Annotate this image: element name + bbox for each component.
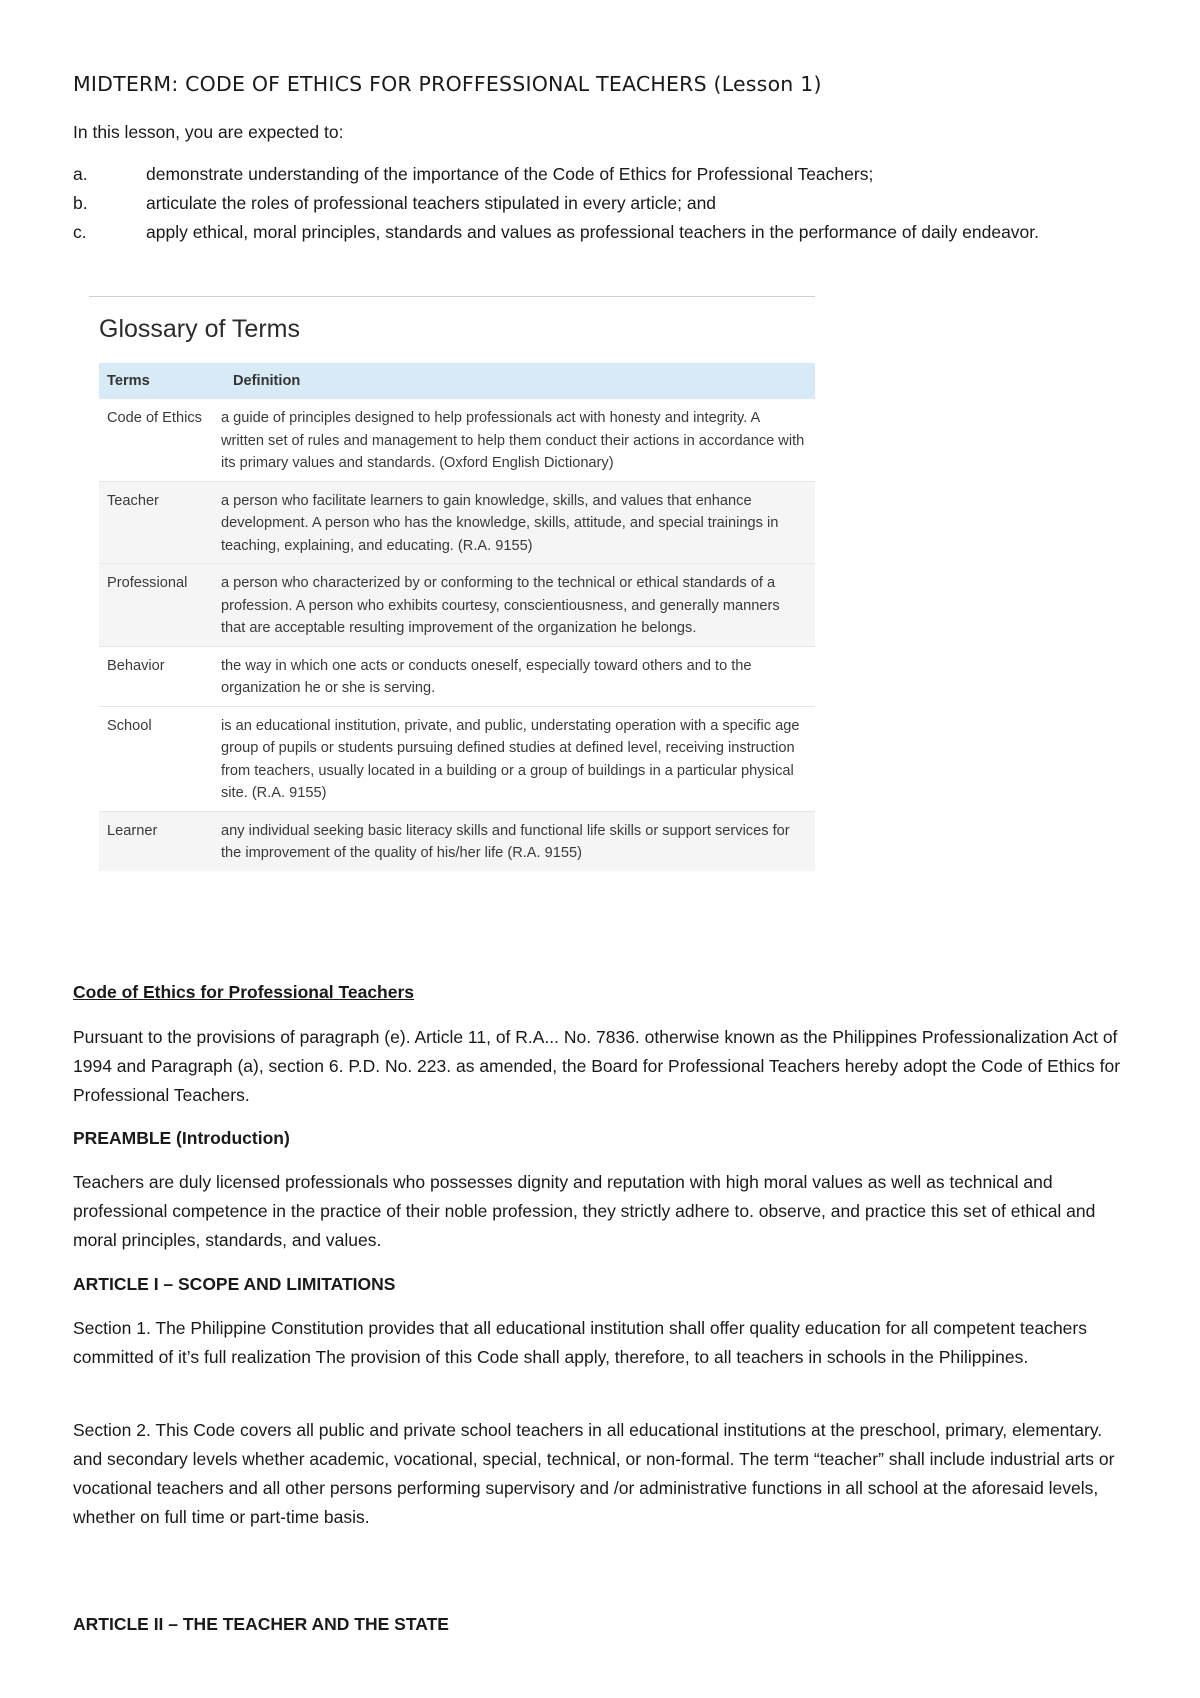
- glossary-term: School: [99, 706, 213, 811]
- objective-marker: a.: [73, 164, 88, 184]
- section2-paragraph: Section 2. This Code covers all public and private school teachers in all educational institutions at the preschool, primary, elementary. and secondary levels whether academic, vocational, special, technical, or non-formal. The term “teacher” shall include industrial arts or vocational teachers and all other persons performing supervisory and /or administrative functions in all school at the aforesaid levels, whether on full time or part-time basis.: [73, 1420, 1115, 1527]
- glossary-term: Professional: [99, 564, 213, 647]
- glossary-title: Glossary of Terms: [99, 315, 300, 343]
- code-heading: Code of Ethics for Professional Teachers: [73, 982, 415, 1002]
- objective-text: demonstrate understanding of the importance of the Code of Ethics for Professional Teachers;: [146, 164, 874, 184]
- preamble-paragraph: Teachers are duly licensed professionals who possesses dignity and reputation with high moral values as well as technical and professional competence in the practice of their noble profession, they strictly adhere to. observe, and practice this set of ethical and moral principles, standards, and values.: [73, 1172, 1096, 1250]
- glossary-definition: the way in which one acts or conducts oneself, especially toward others and to the organization he or she is serving.: [213, 646, 815, 706]
- definition-column-header: Definition: [213, 363, 815, 399]
- document-title: MIDTERM: CODE OF ETHICS FOR PROFFESSIONAL TEACHERS (Lesson 1): [73, 72, 822, 96]
- glossary-definition: any individual seeking basic literacy skills and functional life skills or support services for the improvement of the quality of his/her life (R.A. 9155): [213, 811, 815, 871]
- glossary-row: [99, 646, 815, 706]
- objective-text: articulate the roles of professional teachers stipulated in every article; and: [146, 193, 717, 213]
- objective-item: [73, 160, 1136, 189]
- objective-marker: b.: [73, 193, 88, 213]
- glossary-term: Behavior: [99, 646, 213, 706]
- glossary-definition: a person who facilitate learners to gain knowledge, skills, and values that enhance development. A person who has the knowledge, skills, attitude, and special trainings in teaching, explaining, and educating. (R.A. 9155): [213, 481, 815, 564]
- objective-item: [73, 189, 1136, 218]
- glossary-row: [99, 481, 815, 564]
- glossary-row: [99, 564, 815, 647]
- glossary-term: Teacher: [99, 481, 213, 564]
- glossary-figure: [89, 296, 815, 923]
- objective-item: [73, 218, 1136, 247]
- glossary-term: Learner: [99, 811, 213, 871]
- glossary-header-row: [99, 363, 815, 399]
- objective-marker: c.: [73, 222, 87, 242]
- glossary-term: Code of Ethics: [99, 399, 213, 481]
- glossary-definition: a person who characterized by or conforming to the technical or ethical standards of a profession. A person who exhibits courtesy, conscientiousness, and generally manners that are acceptable resulting improvement of the organization he belongs.: [213, 564, 815, 647]
- glossary-table: [99, 363, 815, 871]
- preamble-heading: PREAMBLE (Introduction): [73, 1128, 290, 1148]
- glossary-definition: is an educational institution, private, and public, understating operation with a specific age group of pupils or students pursuing defined studies at defined level, receiving instruction from teachers, usually located in a building or a group of buildings in a particular physical site. (R.A. 9155): [213, 706, 815, 811]
- glossary-row: [99, 706, 815, 811]
- objectives-list: [73, 160, 1136, 247]
- glossary-row: [99, 811, 815, 871]
- glossary-definition: a guide of principles designed to help professionals act with honesty and integrity. A written set of rules and management to help them conduct their actions in accordance with its primary values and standards. (Oxford English Dictionary): [213, 399, 815, 481]
- glossary-row: [99, 399, 815, 481]
- objective-text: apply ethical, moral principles, standards and values as professional teachers in the performance of daily endeavor.: [146, 222, 1040, 242]
- lesson-intro: In this lesson, you are expected to:: [73, 122, 344, 142]
- section1-paragraph: Section 1. The Philippine Constitution provides that all educational institution shall offer quality education for all competent teachers committed of it’s full realization The provision of this Code shall apply, therefore, to all teachers in schools in the Philippines.: [73, 1318, 1087, 1367]
- article2-heading: ARTICLE II – THE TEACHER AND THE STATE: [73, 1614, 449, 1634]
- terms-column-header: Terms: [99, 363, 213, 399]
- pursuant-paragraph: Pursuant to the provisions of paragraph (e). Article 11, of R.A... No. 7836. otherwise known as the Philippines Professionalization Act of 1994 and Paragraph (a), section 6. P.D. No. 223. as amended, the Board for Professional Teachers hereby adopt the Code of Ethics for Professional Teachers.: [73, 1027, 1121, 1105]
- article1-heading: ARTICLE I – SCOPE AND LIMITATIONS: [73, 1274, 396, 1294]
